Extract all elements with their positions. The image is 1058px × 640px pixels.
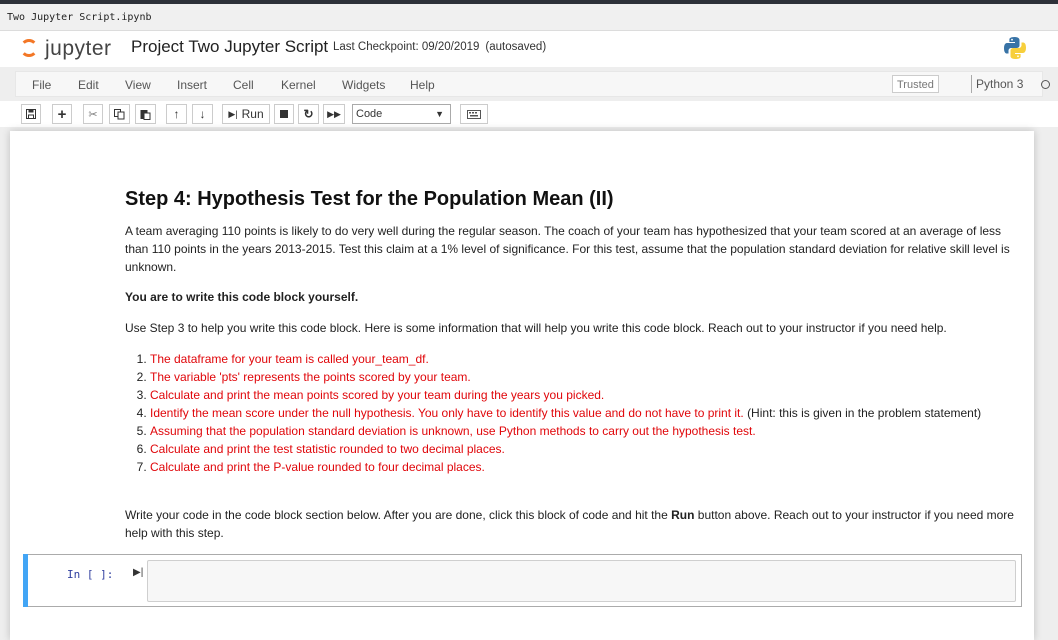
- paste-icon: [140, 109, 151, 120]
- keyboard-icon: [467, 110, 481, 119]
- move-down-button[interactable]: [192, 104, 213, 124]
- hint-text: (Hint: this is given in the problem statement): [747, 406, 982, 420]
- autosaved-text: (autosaved): [485, 41, 547, 53]
- fast-forward-icon: ▶▶: [327, 108, 341, 119]
- jupyter-logo[interactable]: [20, 37, 130, 63]
- save-button[interactable]: [21, 104, 41, 124]
- notebook-container: [10, 131, 1034, 640]
- run-cell-icon[interactable]: ▶|: [133, 567, 144, 578]
- insert-cell-button[interactable]: [52, 104, 72, 124]
- menu-view[interactable]: View: [125, 78, 151, 92]
- step-heading: Step 4: Hypothesis Test for the Population Mean (II): [125, 188, 614, 210]
- cut-icon: ✂: [88, 108, 98, 121]
- chevron-down-icon: ▼: [435, 109, 444, 119]
- input-prompt: In [ ]:: [67, 568, 114, 581]
- checkpoint-status: [333, 41, 546, 53]
- run-icon: ▶|: [228, 108, 238, 119]
- command-palette-button[interactable]: [460, 104, 488, 124]
- move-up-button[interactable]: [166, 104, 187, 124]
- copy-icon: [114, 109, 125, 120]
- tab-title[interactable]: Two Jupyter Script.ipynb: [7, 12, 152, 23]
- list-item: 2. The variable 'pts' represents the points scored by your team.: [150, 368, 1010, 386]
- move-up-icon: ↑: [173, 107, 180, 121]
- outro-text-post: button above. Reach out to your instructor if you need more help with this step.: [125, 508, 1014, 540]
- bold-note: You are to write this code block yourself.: [125, 290, 359, 304]
- list-item: 5. Assuming that the population standard deviation is unknown, use Python methods to carry out the hypothesis test.: [150, 422, 1010, 440]
- checkpoint-text: Last Checkpoint: 09/20/2019: [333, 41, 480, 53]
- menu-edit[interactable]: Edit: [78, 78, 99, 92]
- stop-icon: [280, 110, 288, 118]
- notebook-title[interactable]: Project Two Jupyter Script: [131, 37, 329, 56]
- outro-run-bold: Run: [671, 508, 695, 522]
- jupyter-logo-text: jupyter: [45, 37, 112, 60]
- paste-button[interactable]: [135, 104, 156, 124]
- interrupt-kernel-button[interactable]: [274, 104, 294, 124]
- notebook-toolbar: [0, 101, 1058, 127]
- restart-kernel-button[interactable]: [298, 104, 319, 124]
- cell-type-value: Code: [356, 108, 383, 120]
- restart-icon: ↻: [303, 107, 314, 121]
- instructions-list: [125, 350, 1010, 476]
- step3-note: Use Step 3 to help you write this code block. Here is some information that will help you write this code block. Reach out to your instructor if you need help.: [125, 321, 947, 335]
- intro-paragraph: A team averaging 110 points is likely to do very well during the regular season. The coach of your team has hypothesized that your team scored at an average of less than 110 points in the years 2013-2015. Test this claim at a 1% level of significance. For this test, assume that the population standard deviation for relative skill level is unknown.: [125, 224, 1010, 274]
- save-icon: [26, 109, 36, 119]
- code-cell[interactable]: [23, 554, 1022, 607]
- list-item: 3. Calculate and print the mean points scored by your team during the years you picked.: [150, 386, 1010, 404]
- menu-widgets[interactable]: Widgets: [342, 78, 386, 92]
- kernel-name[interactable]: Python 3: [971, 75, 1023, 93]
- jupyter-logo-icon: [20, 39, 38, 57]
- move-down-icon: ↓: [199, 107, 206, 121]
- list-item: 4. Identify the mean score under the null hypothesis. You only have to identify this value and do not have to print it. (Hint: this is given in the problem statement): [150, 404, 1010, 422]
- outro-text-pre: Write your code in the code block section below. After you are done, click this block of code and hit the: [125, 508, 668, 522]
- cell-type-select[interactable]: [352, 104, 451, 124]
- menu-help[interactable]: Help: [410, 78, 435, 92]
- browser-tab-strip: [0, 4, 1058, 31]
- list-item: 1. The dataframe for your team is called your_team_df.: [150, 350, 1010, 368]
- run-label: Run: [241, 107, 264, 121]
- code-input[interactable]: [147, 560, 1016, 602]
- menu-insert[interactable]: Insert: [177, 78, 208, 92]
- add-cell-icon: +: [57, 105, 67, 123]
- kernel-status-icon: [1041, 80, 1050, 89]
- cut-button[interactable]: [83, 104, 103, 124]
- menu-bar: [15, 71, 1043, 97]
- notebook-header: [0, 31, 1058, 67]
- list-item: 7. Calculate and print the P-value rounded to four decimal places.: [150, 458, 1010, 476]
- list-item: 6. Calculate and print the test statistic rounded to two decimal places.: [150, 440, 1010, 458]
- trusted-badge[interactable]: Trusted: [892, 75, 939, 93]
- menu-file[interactable]: File: [32, 78, 52, 92]
- menu-cell[interactable]: Cell: [233, 78, 254, 92]
- menu-kernel[interactable]: Kernel: [281, 78, 316, 92]
- run-button[interactable]: [222, 104, 270, 124]
- cell-selected-indicator: [23, 554, 28, 607]
- restart-run-all-button[interactable]: [323, 104, 345, 124]
- python-logo-icon: [1003, 36, 1027, 60]
- outro-paragraph: [125, 506, 1015, 542]
- copy-button[interactable]: [109, 104, 130, 124]
